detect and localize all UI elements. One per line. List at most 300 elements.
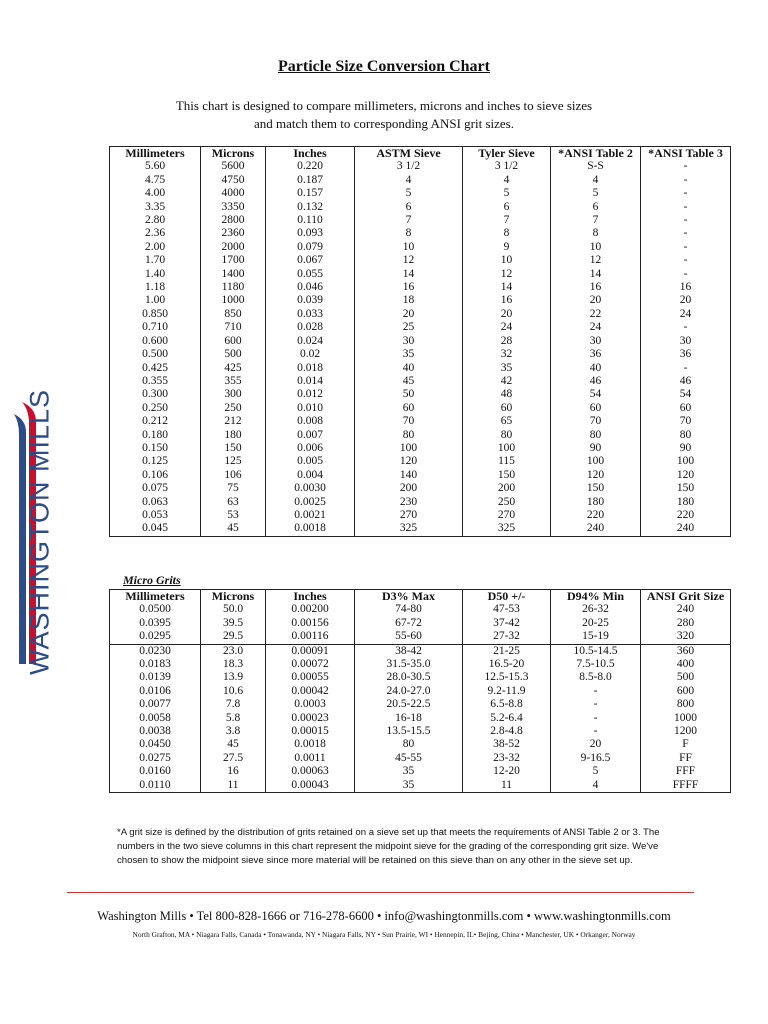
table-row [110, 522, 731, 536]
table-cell: 0.007 [266, 429, 355, 442]
table-row [110, 509, 731, 522]
table-cell: 16 [641, 281, 731, 294]
table-cell: 180 [641, 496, 731, 509]
column-header: Tyler Sieve [463, 147, 551, 161]
table-row [110, 779, 731, 793]
table-cell: 0.010 [266, 402, 355, 415]
table-cell: 38-42 [355, 644, 463, 658]
table-cell: 0.500 [110, 348, 201, 361]
table-cell: 0.067 [266, 254, 355, 267]
table-cell: 2800 [201, 214, 266, 227]
table-cell: 300 [201, 388, 266, 401]
table-cell: 180 [201, 429, 266, 442]
table-cell: 24 [641, 308, 731, 321]
table-cell: 0.0058 [110, 712, 201, 725]
sieve-conversion-table [109, 146, 731, 537]
table-row [110, 482, 731, 495]
table-cell: 7 [355, 214, 463, 227]
table-cell: 212 [201, 415, 266, 428]
column-header: ASTM Sieve [355, 147, 463, 161]
table-cell: 0.0106 [110, 685, 201, 698]
table-cell: 0.0021 [266, 509, 355, 522]
table-row [110, 603, 731, 616]
table-cell: 36 [551, 348, 641, 361]
table-cell: 0.0011 [266, 752, 355, 765]
table-cell: 30 [641, 335, 731, 348]
table-cell: 0.00023 [266, 712, 355, 725]
table-cell: FFFF [641, 779, 731, 793]
column-header: Millimeters [110, 590, 201, 604]
table-cell: 1180 [201, 281, 266, 294]
table-cell: 28 [463, 335, 551, 348]
table-cell: 0.024 [266, 335, 355, 348]
table-cell: 45 [355, 375, 463, 388]
table-cell: 54 [641, 388, 731, 401]
table-cell: 11 [201, 779, 266, 793]
table-cell: 60 [463, 402, 551, 415]
table-cell: 180 [551, 496, 641, 509]
table-cell: 5600 [201, 160, 266, 173]
table-cell: 26-32 [551, 603, 641, 616]
table-cell: 710 [201, 321, 266, 334]
table-cell: 11 [463, 779, 551, 793]
table-cell: 23.0 [201, 644, 266, 658]
footer-contact: Washington Mills • Tel 800-828-1666 or 716-278-6600 • info@washingtonmills.com • www.washingtonmills.com [97, 909, 671, 923]
table-cell: 0.132 [266, 201, 355, 214]
table-cell: 3.8 [201, 725, 266, 738]
table-row [110, 725, 731, 738]
table-cell: 40 [355, 362, 463, 375]
table-cell: 10 [551, 241, 641, 254]
table-cell: 7 [551, 214, 641, 227]
column-header: ANSI Grit Size [641, 590, 731, 604]
table-row [110, 671, 731, 684]
table-cell: 0.00200 [266, 603, 355, 616]
table-row [110, 469, 731, 482]
table-cell: 2.8-4.8 [463, 725, 551, 738]
table-cell: 42 [463, 375, 551, 388]
table-cell: 0.00015 [266, 725, 355, 738]
table-cell: 240 [551, 522, 641, 536]
column-header: *ANSI Table 2 [551, 147, 641, 161]
table-cell: 0.063 [110, 496, 201, 509]
table-cell: 0.0110 [110, 779, 201, 793]
table-cell: 1000 [201, 294, 266, 307]
table-row [110, 348, 731, 361]
table-cell: 0.0160 [110, 765, 201, 778]
table-cell: 3 1/2 [355, 160, 463, 173]
table-cell: 28.0-30.5 [355, 671, 463, 684]
table-cell: - [641, 241, 731, 254]
table-cell: 0.00091 [266, 644, 355, 658]
table-cell: 0.710 [110, 321, 201, 334]
table-cell: 10.6 [201, 685, 266, 698]
table-cell: 0.850 [110, 308, 201, 321]
table-cell: 800 [641, 698, 731, 711]
table-body [110, 160, 731, 536]
table-cell: 0.006 [266, 442, 355, 455]
table-cell: 360 [641, 644, 731, 658]
column-header: Inches [266, 590, 355, 604]
table-cell: 500 [201, 348, 266, 361]
table-cell: 5 [551, 187, 641, 200]
table-cell: 600 [201, 335, 266, 348]
table-row [110, 308, 731, 321]
table-cell: 1700 [201, 254, 266, 267]
table-cell: 70 [551, 415, 641, 428]
table-cell: 0.055 [266, 268, 355, 281]
table-cell: 0.0183 [110, 658, 201, 671]
table-cell: 5 [463, 187, 551, 200]
table-cell: 4750 [201, 174, 266, 187]
table-cell: 0.014 [266, 375, 355, 388]
table-row [110, 442, 731, 455]
table-cell: 50 [355, 388, 463, 401]
table-row [110, 281, 731, 294]
table-cell: 0.125 [110, 455, 201, 468]
table-cell: 13.5-15.5 [355, 725, 463, 738]
table-row [110, 174, 731, 187]
table-cell: 325 [463, 522, 551, 536]
footer-divider [67, 892, 694, 893]
table-cell: 10 [463, 254, 551, 267]
table-cell: 2360 [201, 227, 266, 240]
table-row [110, 738, 731, 751]
table-cell: 7.8 [201, 698, 266, 711]
table-row [110, 362, 731, 375]
table-cell: 120 [551, 469, 641, 482]
table-cell: 4 [551, 779, 641, 793]
table-row [110, 294, 731, 307]
table-cell: 1200 [641, 725, 731, 738]
table-row [110, 388, 731, 401]
table-cell: 115 [463, 455, 551, 468]
table-cell: 80 [355, 738, 463, 751]
table-cell: 80 [463, 429, 551, 442]
table-cell: 1.00 [110, 294, 201, 307]
table-cell: 0.0275 [110, 752, 201, 765]
table-cell: 240 [641, 603, 731, 616]
table-cell: 150 [463, 469, 551, 482]
table-cell: FF [641, 752, 731, 765]
footnote-line-3: chosen to show the midpoint sieve since more material will be retained on this sieve than on any other in the sieve set up. [117, 855, 633, 866]
table-cell: 0.0018 [266, 522, 355, 536]
table-cell: 67-72 [355, 617, 463, 630]
table-cell: 0.250 [110, 402, 201, 415]
table-cell: 2.00 [110, 241, 201, 254]
table-cell: 0.0500 [110, 603, 201, 616]
table-cell: 37-42 [463, 617, 551, 630]
table-cell: 150 [551, 482, 641, 495]
table-cell: 16 [201, 765, 266, 778]
table-cell: 100 [463, 442, 551, 455]
table-cell: 20-25 [551, 617, 641, 630]
table-cell: 12 [355, 254, 463, 267]
table-cell: 4 [355, 174, 463, 187]
table-cell: 22 [551, 308, 641, 321]
table-cell: 125 [201, 455, 266, 468]
table-row [110, 241, 731, 254]
table-cell: 4000 [201, 187, 266, 200]
table-cell: 0.008 [266, 415, 355, 428]
table-row [110, 644, 731, 658]
table-cell: 80 [551, 429, 641, 442]
table-cell: 500 [641, 671, 731, 684]
table-cell: F [641, 738, 731, 751]
table-cell: - [641, 174, 731, 187]
intro-line-2: and match them to corresponding ANSI grit sizes. [254, 116, 514, 131]
table-cell: 47-53 [463, 603, 551, 616]
table-cell: 250 [201, 402, 266, 415]
table-cell: 1400 [201, 268, 266, 281]
table-cell: 0.0295 [110, 630, 201, 644]
table-cell: 0.028 [266, 321, 355, 334]
table-cell: 0.004 [266, 469, 355, 482]
table-cell: 150 [201, 442, 266, 455]
table-cell: 14 [551, 268, 641, 281]
table-cell: - [641, 321, 731, 334]
table-cell: 0.00116 [266, 630, 355, 644]
table-cell: 850 [201, 308, 266, 321]
table-cell: FFF [641, 765, 731, 778]
table-cell: 15-19 [551, 630, 641, 644]
table-cell: 0.00063 [266, 765, 355, 778]
table-cell: 100 [641, 455, 731, 468]
table-cell: 0.0003 [266, 698, 355, 711]
table-cell: 600 [641, 685, 731, 698]
table-row [110, 160, 731, 173]
table-row [110, 698, 731, 711]
table-cell: 45-55 [355, 752, 463, 765]
table-cell: 0.00042 [266, 685, 355, 698]
table-cell: 46 [641, 375, 731, 388]
table-cell: 0.300 [110, 388, 201, 401]
table-cell: 325 [355, 522, 463, 536]
footnote [117, 826, 697, 868]
table-cell: 0.018 [266, 362, 355, 375]
table-row [110, 617, 731, 630]
table-cell: 50.0 [201, 603, 266, 616]
table-cell: 220 [641, 509, 731, 522]
table-cell: 80 [355, 429, 463, 442]
table-cell: 30 [355, 335, 463, 348]
table-cell: 60 [641, 402, 731, 415]
table-cell: 54 [551, 388, 641, 401]
table-cell: 65 [463, 415, 551, 428]
table-cell: - [551, 698, 641, 711]
table-cell: 0.0018 [266, 738, 355, 751]
table-cell: 39.5 [201, 617, 266, 630]
table-cell: - [641, 160, 731, 173]
table-row [110, 335, 731, 348]
footnote-line-2: numbers in the two sieve columns in this chart represent the midpoint sieve for the grading of the corresponding grit size. We've [117, 841, 659, 852]
table-row [110, 321, 731, 334]
table-cell: 1.18 [110, 281, 201, 294]
table-cell: 36 [641, 348, 731, 361]
table-cell: 20 [355, 308, 463, 321]
table-cell: 20 [551, 294, 641, 307]
micro-grits-label: Micro Grits [123, 573, 181, 587]
table-cell: 35 [355, 348, 463, 361]
table-cell: 75 [201, 482, 266, 495]
table-cell: 12.5-15.3 [463, 671, 551, 684]
table-cell: 90 [551, 442, 641, 455]
logo-wordmark: WASHINGTON MILLS [24, 388, 55, 676]
column-header: D94% Min [551, 590, 641, 604]
table-cell: 100 [551, 455, 641, 468]
table-cell: - [641, 268, 731, 281]
table-cell: 0.00055 [266, 671, 355, 684]
table-cell: 12 [463, 268, 551, 281]
page-title: Particle Size Conversion Chart [278, 58, 490, 75]
table-cell: 16 [463, 294, 551, 307]
table-cell: - [641, 187, 731, 200]
table-cell: 40 [551, 362, 641, 375]
table-cell: 0.053 [110, 509, 201, 522]
table-cell: 1.40 [110, 268, 201, 281]
table-cell: 2.80 [110, 214, 201, 227]
table-cell: 250 [463, 496, 551, 509]
table-cell: 4 [463, 174, 551, 187]
table-cell: 53 [201, 509, 266, 522]
table-cell: - [641, 254, 731, 267]
table-cell: 14 [463, 281, 551, 294]
table-row [110, 227, 731, 240]
table-row [110, 712, 731, 725]
table-cell: 20 [463, 308, 551, 321]
table-cell: 18.3 [201, 658, 266, 671]
table-cell: S-S [551, 160, 641, 173]
table-cell: 8 [551, 227, 641, 240]
table-cell: 355 [201, 375, 266, 388]
table-cell: 425 [201, 362, 266, 375]
column-header: Microns [201, 590, 266, 604]
table-cell: 8 [463, 227, 551, 240]
table-header-row [110, 590, 731, 604]
table-cell: - [641, 227, 731, 240]
table-cell: 18 [355, 294, 463, 307]
table-cell: 0.033 [266, 308, 355, 321]
table-cell: - [641, 362, 731, 375]
table-cell: 5 [551, 765, 641, 778]
table-cell: 0.093 [266, 227, 355, 240]
table-cell: 0.02 [266, 348, 355, 361]
table-cell: 10 [355, 241, 463, 254]
table-cell: 16 [551, 281, 641, 294]
table-cell: 30 [551, 335, 641, 348]
table-cell: - [641, 201, 731, 214]
table-row [110, 402, 731, 415]
table-cell: 38-52 [463, 738, 551, 751]
column-header: Inches [266, 147, 355, 161]
table-cell: 3 1/2 [463, 160, 551, 173]
column-header: Microns [201, 147, 266, 161]
table-cell: 0.045 [110, 522, 201, 536]
table-cell: 120 [641, 469, 731, 482]
table-cell: 24.0-27.0 [355, 685, 463, 698]
table-cell: - [551, 685, 641, 698]
table-cell: 5.8 [201, 712, 266, 725]
table-row [110, 214, 731, 227]
table-cell: 4 [551, 174, 641, 187]
table-cell: 0.0139 [110, 671, 201, 684]
table-cell: 0.0077 [110, 698, 201, 711]
table-cell: 0.012 [266, 388, 355, 401]
footnote-line-1: *A grit size is defined by the distribution of grits retained on a sieve set up that meets the requirements of ANSI Table 2 or 3. The [117, 827, 660, 838]
table-cell: 3350 [201, 201, 266, 214]
table-cell: 2.36 [110, 227, 201, 240]
table-cell: 9-16.5 [551, 752, 641, 765]
table-row [110, 496, 731, 509]
table-cell: 35 [355, 765, 463, 778]
table-row [110, 630, 731, 644]
table-cell: 320 [641, 630, 731, 644]
table-cell: 0.110 [266, 214, 355, 227]
table-cell: 8.5-8.0 [551, 671, 641, 684]
table-cell: 0.079 [266, 241, 355, 254]
table-cell: 70 [355, 415, 463, 428]
table-cell: 13.9 [201, 671, 266, 684]
table-cell: 0.220 [266, 160, 355, 173]
table-cell: 46 [551, 375, 641, 388]
table-cell: 100 [355, 442, 463, 455]
table-cell: 60 [355, 402, 463, 415]
table-cell: 140 [355, 469, 463, 482]
table-cell: 6 [551, 201, 641, 214]
table-cell: 0.075 [110, 482, 201, 495]
table-cell: 74-80 [355, 603, 463, 616]
table-cell: 6 [463, 201, 551, 214]
table-cell: 4.75 [110, 174, 201, 187]
table-cell: 0.00043 [266, 779, 355, 793]
table-cell: 120 [355, 455, 463, 468]
table-cell: 20 [641, 294, 731, 307]
table-cell: 35 [355, 779, 463, 793]
table-cell: 63 [201, 496, 266, 509]
table-cell: 0.212 [110, 415, 201, 428]
table-cell: 0.0038 [110, 725, 201, 738]
table-cell: - [641, 214, 731, 227]
table-cell: 7.5-10.5 [551, 658, 641, 671]
intro-line-1: This chart is designed to compare millimeters, microns and inches to sieve sizes [175, 98, 593, 113]
table-cell: 400 [641, 658, 731, 671]
table-cell: 9.2-11.9 [463, 685, 551, 698]
table-cell: 0.0230 [110, 644, 201, 658]
table-cell: 32 [463, 348, 551, 361]
table-cell: 55-60 [355, 630, 463, 644]
table-cell: 45 [201, 738, 266, 751]
table-cell: 1.70 [110, 254, 201, 267]
table-cell: 240 [641, 522, 731, 536]
table-cell: 150 [641, 482, 731, 495]
table-cell: 0.0030 [266, 482, 355, 495]
table-cell: 2000 [201, 241, 266, 254]
table-body [110, 603, 731, 792]
table-cell: 106 [201, 469, 266, 482]
table-cell: 31.5-35.0 [355, 658, 463, 671]
table-cell: 0.187 [266, 174, 355, 187]
table-cell: 0.0450 [110, 738, 201, 751]
table-cell: 70 [641, 415, 731, 428]
table-cell: 27.5 [201, 752, 266, 765]
table-cell: 27-32 [463, 630, 551, 644]
table-cell: 20.5-22.5 [355, 698, 463, 711]
table-cell: 0.600 [110, 335, 201, 348]
table-cell: 220 [551, 509, 641, 522]
table-cell: 8 [355, 227, 463, 240]
table-cell: 0.00156 [266, 617, 355, 630]
table-cell: 14 [355, 268, 463, 281]
